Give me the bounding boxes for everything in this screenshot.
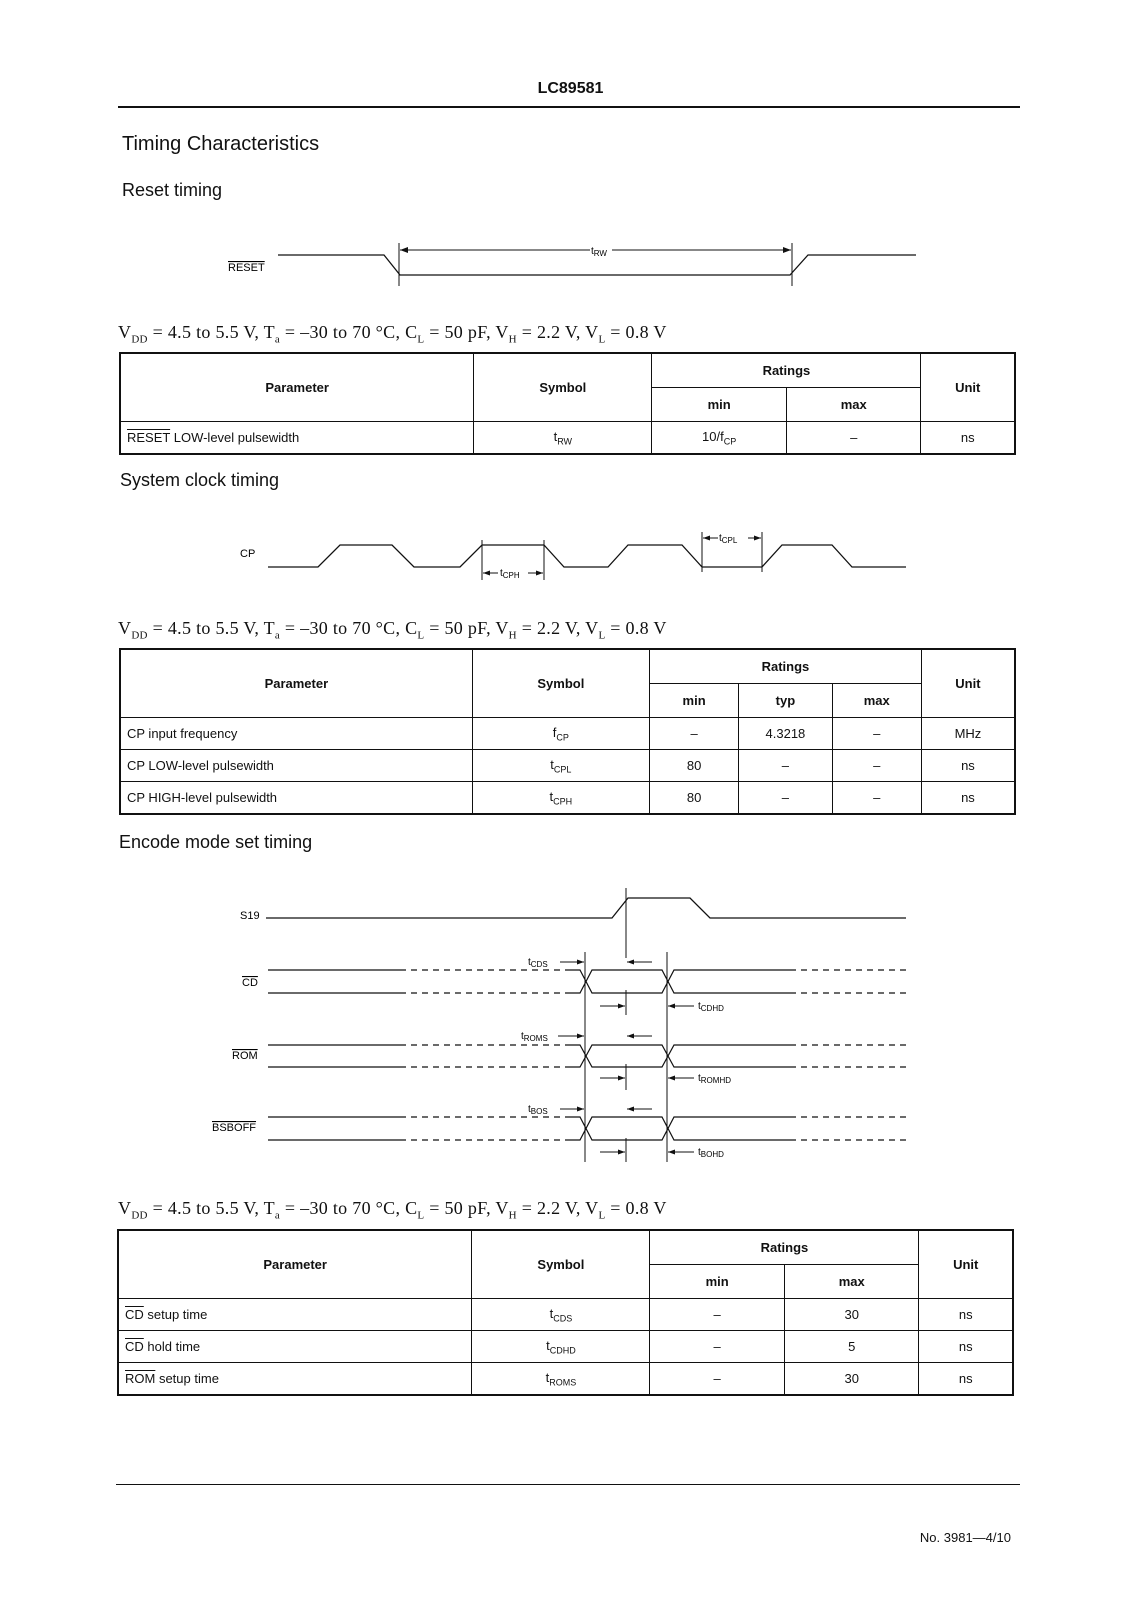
tbos-diagram-label: $t_{BOS}$ xyxy=(528,1104,548,1116)
min-cell: 80 xyxy=(650,750,739,782)
bsboff-signal-label: BSBOFF xyxy=(212,1122,257,1134)
cd-signal-label: CD xyxy=(242,977,258,989)
param-cell: RESET LOW-level pulsewidth xyxy=(120,422,474,455)
max-cell: 30 xyxy=(784,1363,919,1396)
min-cell: – xyxy=(650,1299,785,1331)
param-cell: CP LOW-level pulsewidth xyxy=(120,750,472,782)
symbol-cell: $t_{RW}$ xyxy=(474,422,652,455)
col-parameter: Parameter xyxy=(120,353,474,422)
encode-timing-table xyxy=(117,1229,1014,1396)
page-reference: No. 3981—4/10 xyxy=(919,1530,1011,1545)
trw-diagram-label: $t_{RW}$ xyxy=(591,246,607,258)
clock-timing-table xyxy=(119,648,1016,815)
param-cell: $\overline{CD}$ setup time xyxy=(118,1299,472,1331)
max-cell: – xyxy=(786,422,921,455)
col-max: max xyxy=(832,684,921,718)
symbol-cell: $t_{CPH}$ xyxy=(472,782,649,815)
min-cell: – xyxy=(650,718,739,750)
col-ratings: Ratings xyxy=(652,353,921,388)
typ-cell: – xyxy=(739,782,832,815)
clock-timing-diagram xyxy=(0,520,1141,590)
table-row xyxy=(120,718,1015,750)
col-ratings: Ratings xyxy=(650,1230,919,1265)
footer-rule xyxy=(116,1484,1020,1485)
unit-cell: ns xyxy=(919,1331,1013,1363)
page-title: Timing Characteristics xyxy=(122,133,320,155)
symbol-cell: $t_{CDHD}$ xyxy=(472,1331,650,1363)
col-parameter: Parameter xyxy=(118,1230,472,1299)
table-row xyxy=(120,422,1015,455)
col-max: max xyxy=(786,388,921,422)
col-symbol: Symbol xyxy=(472,649,649,718)
col-min: min xyxy=(650,1265,785,1299)
s19-signal-label: S19 xyxy=(240,910,260,922)
max-cell: 30 xyxy=(784,1299,919,1331)
max-cell: – xyxy=(832,718,921,750)
table-row xyxy=(118,1299,1013,1331)
cp-signal-label: CP xyxy=(240,548,256,560)
reset-timing-title: Reset timing xyxy=(122,180,223,200)
unit-cell: ns xyxy=(921,422,1015,455)
min-cell: – xyxy=(650,1331,785,1363)
encode-timing-title: Encode mode set timing xyxy=(119,832,313,852)
tromhd-diagram-label: $t_{ROMHD}$ xyxy=(698,1073,731,1085)
max-cell: – xyxy=(832,782,921,815)
col-parameter: Parameter xyxy=(120,649,472,718)
header-rule xyxy=(118,106,1020,108)
tcpl-diagram-label: $t_{CPL}$ xyxy=(719,533,738,545)
typ-cell: – xyxy=(739,750,832,782)
symbol-cell: $t_{CDS}$ xyxy=(472,1299,650,1331)
unit-cell: ns xyxy=(921,782,1015,815)
col-unit: Unit xyxy=(921,353,1015,422)
table-row xyxy=(118,1363,1013,1396)
troms-diagram-label: $t_{ROMS}$ xyxy=(521,1031,548,1043)
col-symbol: Symbol xyxy=(472,1230,650,1299)
param-cell: CP HIGH-level pulsewidth xyxy=(120,782,472,815)
symbol-cell: $t_{ROMS}$ xyxy=(472,1363,650,1396)
max-cell: – xyxy=(832,750,921,782)
reset-conditions: $V_{DD} = 4.5$ to 5.5 V, $T_a = -30$ to 70 °C, $C_L = 50$ pF, $V_H = 2.2$ V, $V_L = 0.8$ V xyxy=(118,322,667,346)
unit-cell: MHz xyxy=(921,718,1015,750)
tcdhd-diagram-label: $t_{CDHD}$ xyxy=(698,1001,724,1013)
symbol-cell: $t_{CPL}$ xyxy=(472,750,649,782)
part-number-header: LC89581 xyxy=(537,80,604,97)
min-cell: 80 xyxy=(650,782,739,815)
clock-conditions: $V_{DD} = 4.5$ to 5.5 V, $T_a = -30$ to 70 °C, $C_L = 50$ pF, $V_H = 2.2$ V, $V_L = 0.8$ V xyxy=(118,618,667,642)
symbol-cell: $f_{CP}$ xyxy=(472,718,649,750)
col-symbol: Symbol xyxy=(474,353,652,422)
max-cell: 5 xyxy=(784,1331,919,1363)
encode-timing-diagram xyxy=(0,880,1141,1170)
unit-cell: ns xyxy=(919,1299,1013,1331)
col-unit: Unit xyxy=(921,649,1015,718)
typ-cell: 4.3218 xyxy=(739,718,832,750)
reset-timing-table xyxy=(119,352,1016,455)
col-min: min xyxy=(650,684,739,718)
table-row xyxy=(120,750,1015,782)
rom-signal-label: ROM xyxy=(232,1050,258,1062)
table-row xyxy=(118,1331,1013,1363)
min-cell: – xyxy=(650,1363,785,1396)
col-typ: typ xyxy=(739,684,832,718)
col-ratings: Ratings xyxy=(650,649,922,684)
unit-cell: ns xyxy=(919,1363,1013,1396)
col-max: max xyxy=(784,1265,919,1299)
tcph-diagram-label: $t_{CPH}$ xyxy=(500,568,520,580)
param-cell: $\overline{ROM}$ setup time xyxy=(118,1363,472,1396)
min-cell: $10/f_{CP}$ xyxy=(652,422,787,455)
tbohd-diagram-label: $t_{BOHD}$ xyxy=(698,1147,724,1159)
encode-conditions: $V_{DD} = 4.5$ to 5.5 V, $T_a = -30$ to 70 °C, $C_L = 50$ pF, $V_H = 2.2$ V, $V_L = 0.8$ V xyxy=(118,1198,667,1222)
param-cell: $\overline{CD}$ hold time xyxy=(118,1331,472,1363)
col-unit: Unit xyxy=(919,1230,1013,1299)
reset-timing-diagram xyxy=(0,230,1141,300)
table-row xyxy=(120,782,1015,815)
tcds-diagram-label: $t_{CDS}$ xyxy=(528,957,548,969)
param-cell: CP input frequency xyxy=(120,718,472,750)
unit-cell: ns xyxy=(921,750,1015,782)
clock-timing-title: System clock timing xyxy=(120,470,280,490)
reset-signal-label: RESET xyxy=(228,262,265,274)
col-min: min xyxy=(652,388,787,422)
